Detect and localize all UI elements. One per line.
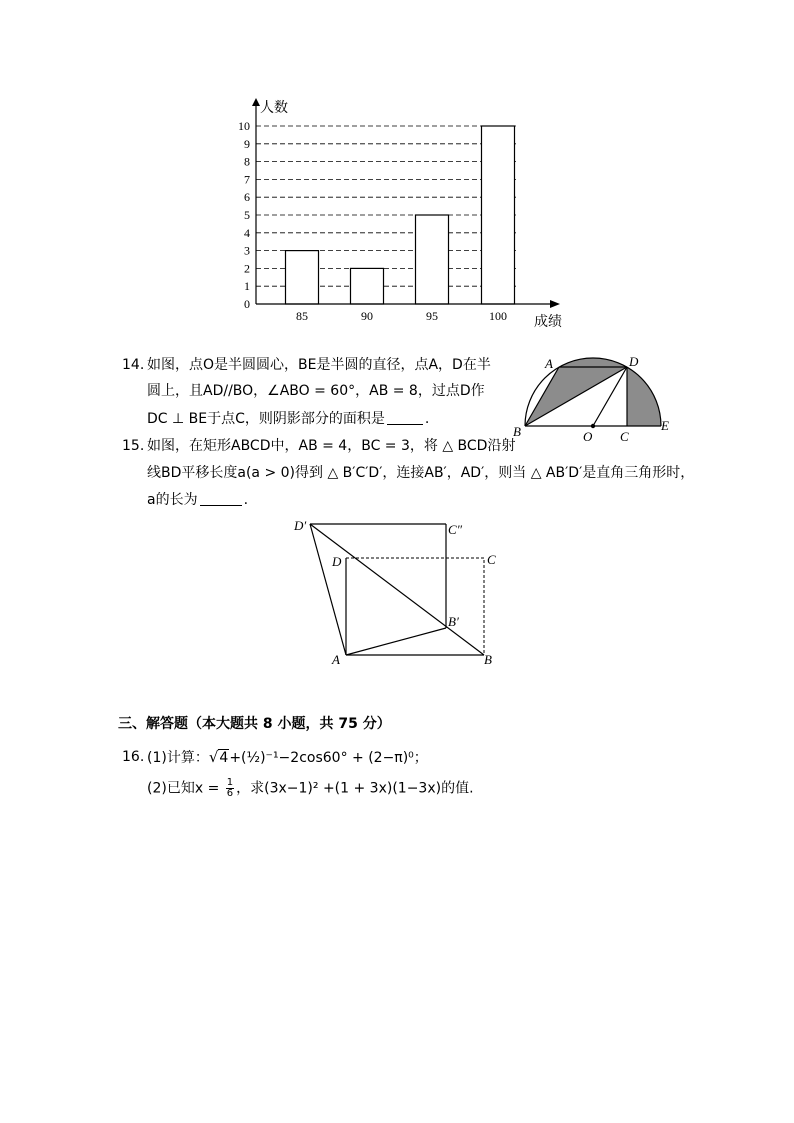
q14-line-3-end: .: [424, 411, 430, 427]
label-b: B: [513, 424, 521, 439]
q16-part-2-rest: ，求(3x−1)² +(1 + 3x)(1−3x)的值.: [236, 780, 474, 797]
semicircle-figure: [505, 348, 685, 446]
bar-90: [351, 268, 384, 304]
q16-part-1-prefix: (1)计算：: [147, 750, 209, 766]
y-tick-label: 2: [244, 261, 250, 276]
q15-line-3: [147, 490, 248, 510]
shaded-segment-de: [627, 367, 661, 426]
segment-a-bprime: [346, 628, 446, 655]
sqrt-symbol: √: [208, 748, 219, 766]
q14-line-3-text: DC ⊥ BE于点C，则阴影部分的面积是: [147, 411, 385, 427]
q16-part-2: [147, 778, 474, 799]
question-number-14: 14.: [122, 357, 145, 373]
y-tick-label: 5: [244, 208, 250, 222]
sqrt-radicand: 4: [219, 750, 229, 766]
label-d: D: [332, 554, 342, 569]
label-o: O: [583, 429, 593, 444]
x-tick-label: 85: [296, 309, 308, 323]
label-d: D: [629, 354, 639, 369]
center-point-o: [591, 424, 595, 428]
label-c: C: [487, 552, 496, 567]
answer-blank-14[interactable]: [387, 410, 423, 425]
x-tick-label: 95: [426, 309, 438, 323]
q15-line-3-text: a的长为: [147, 492, 198, 508]
q16-part-1-expr: +(½)⁻¹−2cos60° + (2−π)⁰；: [229, 750, 428, 766]
section-title-c: 小题，共: [272, 716, 339, 732]
y-tick-label: 7: [244, 172, 250, 187]
bar-95: [416, 215, 449, 304]
y-tick-label: 4: [244, 225, 250, 240]
x-tick-label: 100: [489, 309, 507, 323]
x-axis-arrow: [550, 300, 560, 308]
y-tick-label: 10: [238, 119, 250, 133]
y-tick-label: 9: [244, 136, 250, 151]
q15-line-1: 如图，在矩形ABCD中，AB = 4，BC = 3，将 △ BCD沿射: [147, 438, 516, 454]
y-axis-arrow: [252, 98, 260, 106]
x-tick-label: 90: [361, 309, 373, 323]
q14-line-3: [147, 409, 429, 429]
segment-a-dprime: [310, 524, 346, 655]
label-b: B: [484, 652, 492, 667]
label-a: A: [332, 652, 340, 667]
fraction-denominator: 6: [226, 788, 234, 799]
q15-line-2: 线BD平移长度a(a > 0)得到 △ B′C′D′，连接AB′，AD′，则当 △ AB′D′是直角三角形时，: [147, 465, 695, 481]
label-a: A: [545, 356, 553, 371]
rectangle-translation-figure: [290, 512, 510, 672]
question-number-15: 15.: [122, 438, 145, 454]
label-b-prime: B′: [448, 614, 459, 629]
y-tick-label: 6: [244, 190, 250, 205]
bar-100: [482, 126, 515, 304]
section-title-b: 8: [262, 716, 273, 732]
bar-85: [286, 251, 319, 304]
y-tick-label: 3: [244, 243, 250, 258]
section-heading-3: [118, 714, 391, 734]
label-e: E: [661, 418, 669, 433]
y-tick-label: 0: [244, 297, 250, 311]
label-c: C: [620, 429, 629, 444]
fraction: [226, 778, 234, 799]
q15-line-3-end: .: [243, 492, 249, 508]
label-d-prime: D′: [294, 518, 307, 533]
answer-blank-15[interactable]: [200, 491, 242, 506]
section-title-d: 75: [338, 716, 358, 732]
section-title-a: 三、解答题（本大题共: [118, 716, 263, 732]
y-axis-label: 人数: [260, 101, 288, 116]
question-number-16: 16.: [122, 749, 145, 765]
score-bar-chart: [220, 90, 580, 330]
rect-abcd-dashed: [346, 558, 484, 655]
label-c-double-prime: C″: [448, 522, 463, 537]
section-title-e: 分）: [357, 716, 391, 732]
y-tick-label: 8: [244, 154, 250, 169]
segment-dprime-b: [310, 524, 484, 655]
fraction-numerator: 1: [226, 777, 234, 788]
q16-part-2-prefix: (2)已知x =: [147, 780, 224, 797]
q14-line-2: 圆上，且AD//BO，∠ABO = 60°，AB = 8，过点D作: [147, 383, 485, 399]
x-axis-label: 成绩: [534, 315, 562, 330]
q16-part-1: [147, 747, 428, 768]
q14-line-1: 如图，点O是半圆圆心，BE是半圆的直径，点A，D在半: [147, 357, 491, 373]
y-tick-label: 1: [244, 279, 250, 294]
